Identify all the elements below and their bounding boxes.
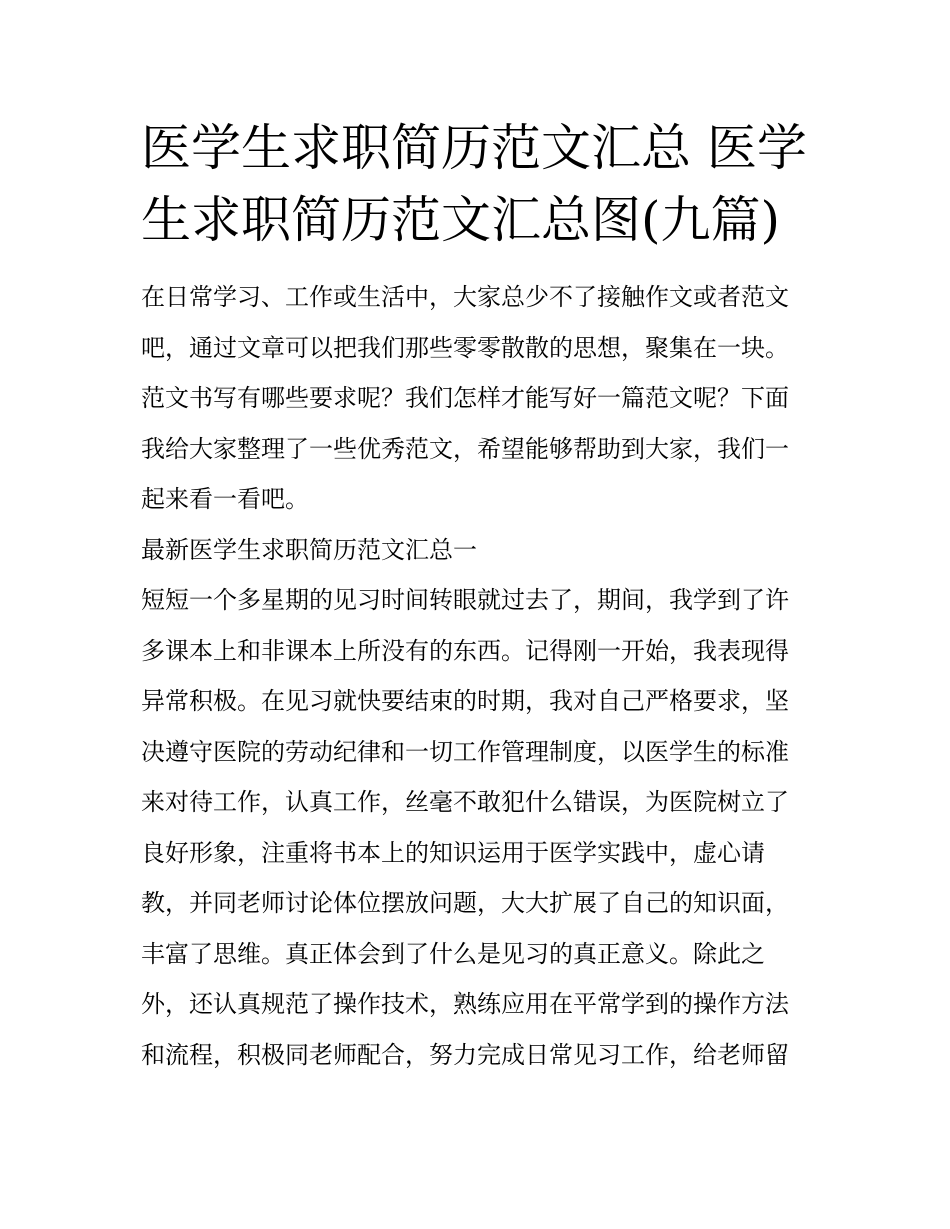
section-line: 多课本上和非课本上所没有的东西。记得刚一开始，我表现得 [141,636,789,665]
section-line: 短短一个多星期的见习时间转眼就过去了，期间，我学到了许 [141,586,789,614]
title-line-2: 生求职简历范文汇总图(九篇) [141,191,781,249]
intro-line: 在日常学习、工作或生活中，大家总少不了接触作文或者范文 [141,283,789,311]
document-title [141,112,821,256]
intro-line: 起来看一看吧。 [141,485,309,513]
section-line: 教，并同老师讨论体位摆放问题，大大扩展了自己的知识面， [141,889,789,917]
section-line: 良好形象，注重将书本上的知识运用于医学实践中，虚心请 [141,838,765,867]
section-line: 异常积极。在见习就快要结束的时期，我对自己严格要求，坚 [141,687,789,715]
title-line-1: 医学生求职简历范文汇总 医学 [141,119,807,177]
document-page [141,112,821,1080]
section-line: 决遵守医院的劳动纪律和一切工作管理制度，以医学生的标准 [141,737,789,766]
intro-line: 范文书写有哪些要求呢？我们怎样才能写好一篇范文呢？下面 [141,384,789,412]
document-body [141,272,821,1080]
section-heading: 最新医学生求职简历范文汇总一 [141,535,477,564]
intro-line: 吧，通过文章可以把我们那些零零散散的思想，聚集在一块。 [141,333,789,362]
section-line: 外，还认真规范了操作技术，熟练应用在平常学到的操作方法 [141,990,789,1018]
section-line: 和流程，积极同老师配合，努力完成日常见习工作，给老师留 [141,1040,789,1069]
section-line: 丰富了思维。真正体会到了什么是见习的真正意义。除此之 [141,939,765,968]
intro-line: 我给大家整理了一些优秀范文，希望能够帮助到大家，我们一 [141,434,789,463]
section-line: 来对待工作，认真工作，丝毫不敢犯什么错误，为医院树立了 [141,788,789,816]
